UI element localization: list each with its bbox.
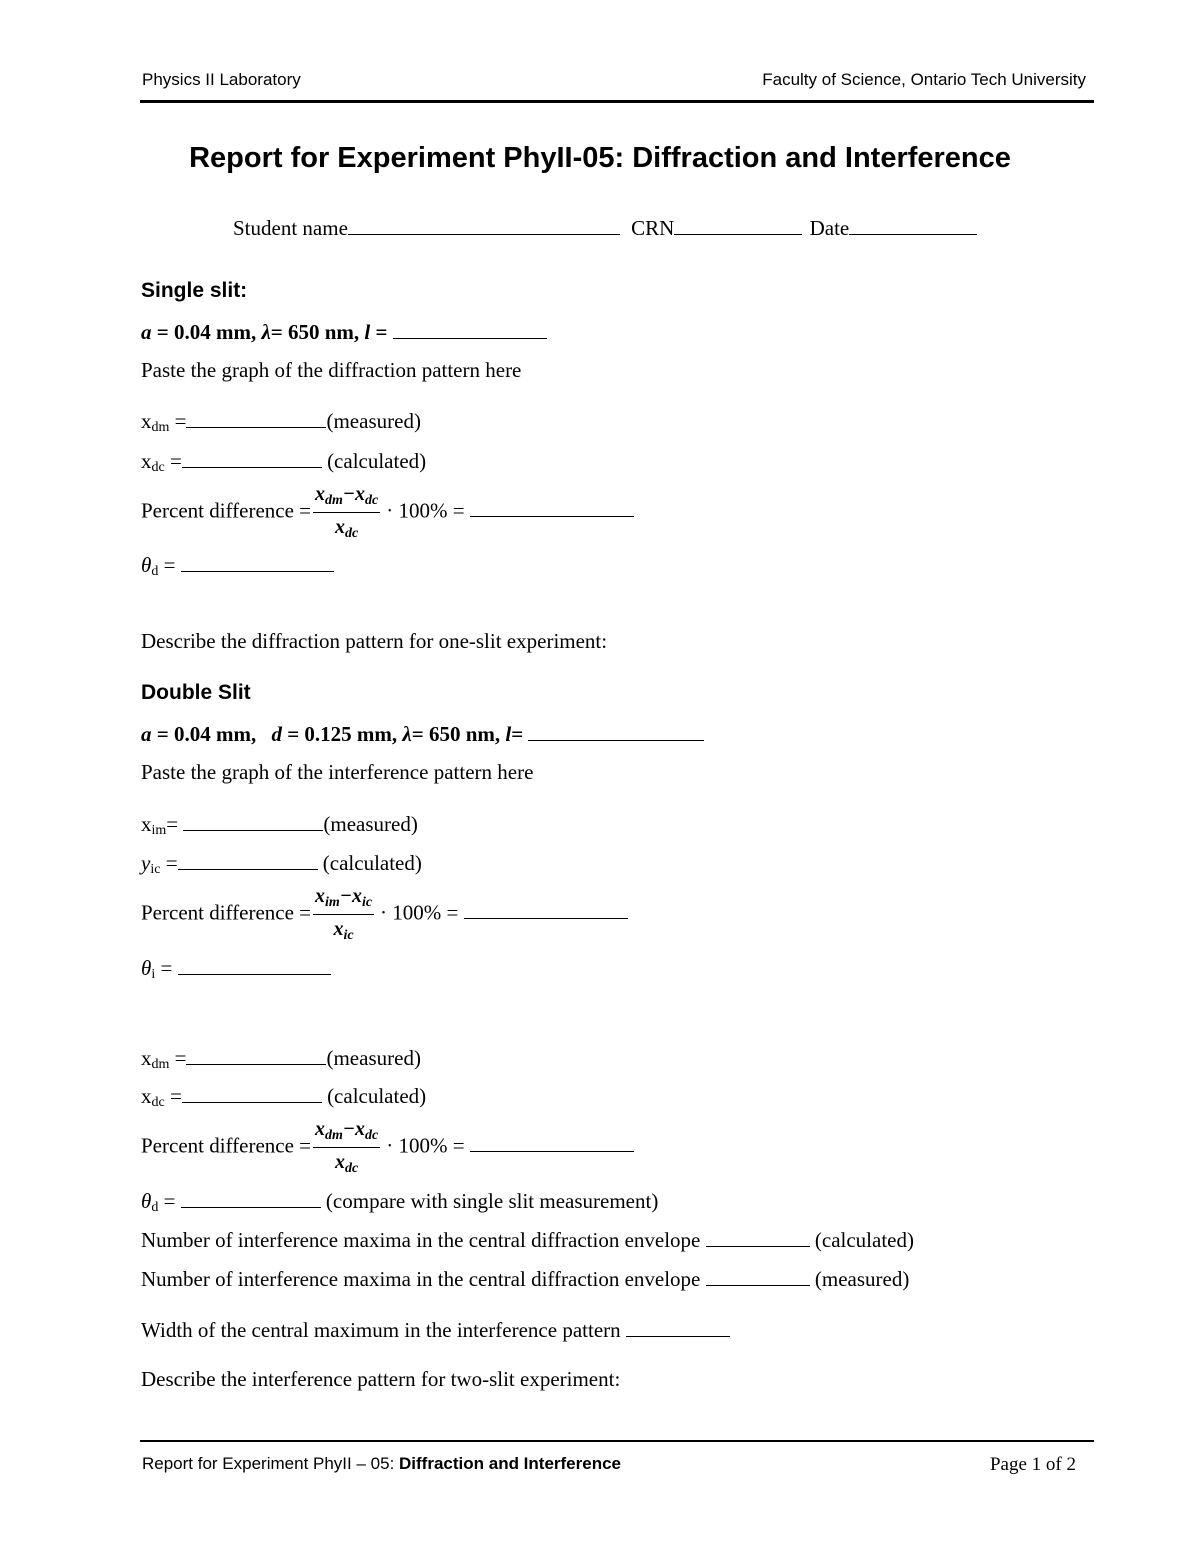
- param-lambda-value: = 650 nm,: [270, 320, 360, 344]
- percent-diff-row: [141, 1119, 634, 1176]
- param-a-value: = 0.04 mm,: [156, 722, 257, 746]
- param-lambda-symbol: λ: [261, 320, 271, 344]
- date-field[interactable]: [849, 216, 977, 235]
- xdc-sub: dc: [151, 460, 165, 475]
- footer-report-label: Report for Experiment PhyII – 05:: [142, 1454, 400, 1473]
- paste-diffraction-instruction: Paste the graph of the diffraction pattern here: [141, 358, 522, 382]
- xdm-note: (measured): [326, 409, 421, 433]
- theta-d-note: (compare with single slit measurement): [325, 1189, 659, 1213]
- yic-sub: ic: [150, 862, 161, 877]
- footer-experiment-title: Diffraction and Interference: [399, 1454, 622, 1473]
- param-d-symbol: d: [271, 722, 282, 746]
- percent-diff-label: Percent difference =: [141, 900, 312, 925]
- percent-diff-tail: · 100% =: [380, 900, 459, 925]
- xdc-row: [141, 1084, 426, 1110]
- param-l-symbol: l: [364, 320, 371, 344]
- xim-note: (measured): [323, 812, 418, 836]
- describe-interference: Describe the interference pattern for two-slit experiment:: [141, 1367, 621, 1391]
- xdm-equals: =: [174, 409, 187, 433]
- page-number: Page 1 of 2: [989, 1454, 1076, 1475]
- theta-d-var: θ: [141, 1189, 152, 1213]
- page-title: Report for Experiment PhyII-05: Diffraction and Interference: [189, 142, 1011, 174]
- percent-diff-field[interactable]: [464, 900, 628, 919]
- student-name-field[interactable]: [348, 216, 620, 235]
- xim-row: [141, 812, 418, 838]
- footer-rule: [140, 1440, 1094, 1442]
- theta-i-row: [141, 956, 331, 982]
- xdm-field[interactable]: [186, 409, 326, 428]
- percent-diff-label: Percent difference =: [141, 1133, 312, 1158]
- theta-d-equals: =: [163, 553, 176, 577]
- theta-d-compare-row: [141, 1189, 658, 1215]
- xdm-row: [141, 1046, 421, 1072]
- l-field[interactable]: [393, 320, 547, 339]
- xdc-equals: =: [169, 449, 182, 473]
- xdm-sub: dm: [151, 1057, 170, 1072]
- param-l-symbol: l: [505, 722, 512, 746]
- l-field[interactable]: [528, 722, 704, 741]
- theta-d-var: θ: [141, 553, 152, 577]
- theta-d-sub: d: [151, 564, 159, 579]
- page-header-right: Faculty of Science, Ontario Tech University: [762, 70, 1086, 89]
- param-l-equals: =: [375, 320, 388, 344]
- percent-diff-label: Percent difference =: [141, 498, 312, 523]
- yic-field[interactable]: [178, 851, 318, 870]
- crn-field[interactable]: [674, 216, 802, 235]
- single-slit-heading: Single slit:: [141, 279, 248, 302]
- param-a-symbol: a: [141, 722, 152, 746]
- theta-d-field[interactable]: [181, 1189, 321, 1208]
- maxima-calculated-row: [141, 1228, 914, 1251]
- maxima-calculated-label: Number of interference maxima in the central diffraction envelope: [141, 1228, 701, 1252]
- maxima-measured-field[interactable]: [706, 1267, 810, 1286]
- xdc-field[interactable]: [182, 1084, 322, 1103]
- student-info-row: [233, 216, 977, 239]
- yic-row: [141, 851, 422, 877]
- header-rule: [140, 100, 1094, 103]
- central-width-row: [141, 1318, 730, 1341]
- theta-d-sub: d: [151, 1200, 159, 1215]
- central-width-label: Width of the central maximum in the interference pattern: [141, 1318, 621, 1342]
- percent-diff-row: [141, 886, 628, 943]
- double-slit-heading: Double Slit: [141, 681, 251, 704]
- page-footer-left: [142, 1454, 621, 1474]
- xdm-var: x: [141, 1046, 152, 1070]
- theta-i-field[interactable]: [178, 956, 331, 975]
- xdm-equals: =: [174, 1046, 187, 1070]
- yic-note: (calculated): [322, 851, 422, 875]
- percent-diff-tail: · 100% =: [386, 498, 465, 523]
- xim-field[interactable]: [183, 812, 323, 831]
- central-width-field[interactable]: [626, 1318, 730, 1337]
- single-slit-params: [141, 320, 547, 343]
- xdc-row: [141, 449, 426, 475]
- xdm-var: x: [141, 409, 152, 433]
- page-header-left: Physics II Laboratory: [142, 70, 301, 89]
- xdm-note: (measured): [326, 1046, 421, 1070]
- percent-diff-row: [141, 484, 634, 541]
- percent-diff-fraction: $\frac{x_{dm}-x_{dc}}{x_{dc}}$: [315, 1118, 379, 1176]
- crn-label: CRN: [631, 216, 675, 240]
- xdc-var: x: [141, 1084, 152, 1108]
- xim-var: x: [141, 812, 152, 836]
- date-label: Date: [809, 216, 850, 240]
- xdc-field[interactable]: [182, 449, 322, 468]
- xdc-note: (calculated): [327, 1084, 427, 1108]
- xdm-row: [141, 409, 421, 435]
- maxima-measured-row: [141, 1267, 909, 1290]
- xdc-var: x: [141, 449, 152, 473]
- theta-i-equals: =: [160, 956, 173, 980]
- describe-diffraction: Describe the diffraction pattern for one-slit experiment:: [141, 629, 608, 653]
- xim-equals: =: [166, 812, 179, 836]
- theta-d-equals: =: [163, 1189, 176, 1213]
- theta-i-sub: i: [151, 967, 156, 982]
- yic-var: y: [141, 851, 151, 875]
- percent-diff-field[interactable]: [470, 498, 634, 517]
- maxima-measured-note: (measured): [814, 1267, 910, 1291]
- param-lambda-value: = 650 nm,: [411, 722, 501, 746]
- yic-equals: =: [165, 851, 178, 875]
- param-lambda-symbol: λ: [402, 722, 412, 746]
- xdm-field[interactable]: [186, 1046, 326, 1065]
- percent-diff-field[interactable]: [470, 1133, 634, 1152]
- student-name-label: Student name: [233, 216, 348, 240]
- xdc-sub: dc: [151, 1095, 165, 1110]
- theta-d-row: [141, 553, 334, 579]
- xdm-sub: dm: [151, 420, 170, 435]
- theta-d-field[interactable]: [181, 553, 334, 572]
- percent-diff-fraction: $\frac{x_{dm}-x_{dc}}{x_{dc}}$: [315, 483, 379, 541]
- double-slit-params: [141, 722, 704, 745]
- xim-sub: im: [151, 823, 167, 838]
- xdc-equals: =: [169, 1084, 182, 1108]
- param-a-symbol: a: [141, 320, 152, 344]
- param-a-value: = 0.04 mm,: [156, 320, 257, 344]
- percent-diff-fraction: $\frac{x_{im}-x_{ic}}{x_{ic}}$: [315, 885, 373, 943]
- paste-interference-instruction: Paste the graph of the interference pattern here: [141, 760, 534, 784]
- param-d-value: = 0.125 mm,: [287, 722, 398, 746]
- percent-diff-tail: · 100% =: [386, 1133, 465, 1158]
- param-l-equals: =: [511, 722, 524, 746]
- xdc-note: (calculated): [327, 449, 427, 473]
- maxima-calculated-field[interactable]: [706, 1228, 810, 1247]
- maxima-calculated-note: (calculated): [814, 1228, 914, 1252]
- maxima-measured-label: Number of interference maxima in the central diffraction envelope: [141, 1267, 701, 1291]
- theta-i-var: θ: [141, 956, 152, 980]
